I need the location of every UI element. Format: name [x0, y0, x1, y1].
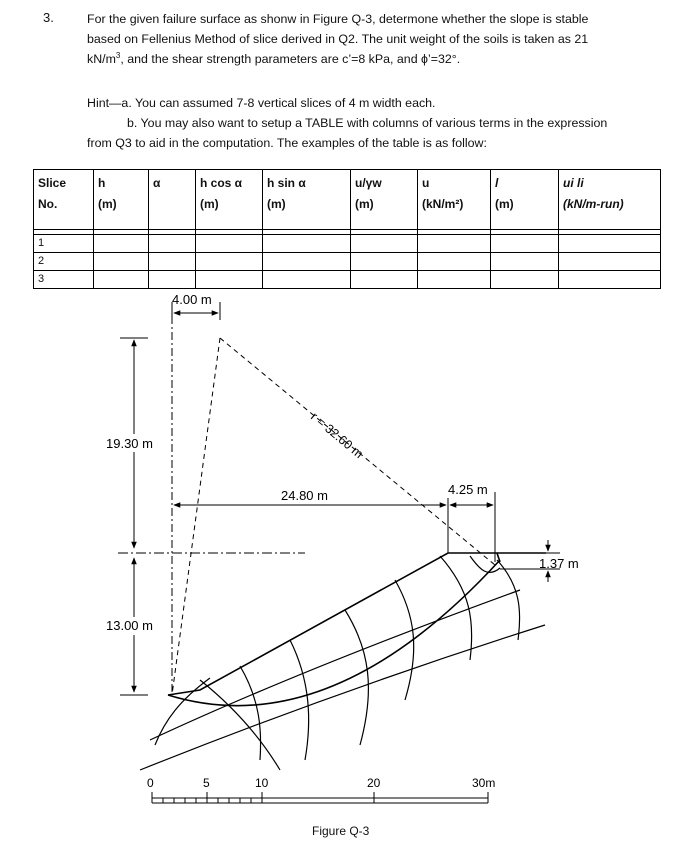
dim-upper-height: 19.30 m: [106, 436, 153, 451]
scale-label-5: 5: [203, 776, 210, 790]
dim-crest-offset: 4.25 m: [448, 482, 488, 497]
col-alpha: α: [149, 170, 196, 230]
hint-line-b: b. You may also want to setup a TABLE with columns of various terms in the expression: [127, 116, 608, 130]
strength-params-text: , and the shear strength parameters are c’=8 kPa, and ϕ’=32°.: [120, 52, 461, 66]
question-number: 3.: [43, 10, 54, 25]
unit-text: kN/m: [87, 52, 116, 66]
dim-crack-depth: 1.37 m: [539, 556, 579, 571]
scale-label-20: 20: [367, 776, 381, 790]
hint-line-c: from Q3 to aid in the computation. The examples of the table is as follow:: [87, 136, 487, 150]
figure-caption: Figure Q-3: [312, 824, 370, 838]
table-row: 2: [34, 253, 661, 271]
col-h: h (m): [94, 170, 149, 230]
table-row: 3: [34, 271, 661, 289]
col-slice-no: Slice No.: [34, 170, 94, 230]
col-l: l (m): [491, 170, 559, 230]
col-hsin: h sin α (m): [263, 170, 351, 230]
dim-radius: r = 32.60 m: [308, 409, 366, 462]
question-line-1: For the given failure surface as shonw in Figure Q-3, determone whether the slope is stable: [87, 12, 589, 26]
hint-line-a: Hint—a. You can assumed 7-8 vertical slices of 4 m width each.: [87, 96, 436, 110]
col-uili: ui li (kN/m-run): [559, 170, 661, 230]
col-u: u (kN/m²): [418, 170, 491, 230]
col-u-gamma: u/γw (m): [351, 170, 418, 230]
dim-lower-height: 13.00 m: [106, 618, 153, 633]
dim-top-width: 4.00 m: [172, 292, 212, 307]
scale-label-0: 0: [147, 776, 154, 790]
scale-label-30: 30m: [472, 776, 496, 790]
unit-superscript: 3: [115, 51, 121, 60]
col-hcos: h cos α (m): [196, 170, 263, 230]
dim-horizontal: 24.80 m: [281, 488, 328, 503]
question-line-2: based on Fellenius Method of slice derived in Q2. The unit weight of the soils is taken as 21: [87, 32, 589, 46]
table-row: 1: [34, 235, 661, 253]
scale-label-10: 10: [255, 776, 269, 790]
